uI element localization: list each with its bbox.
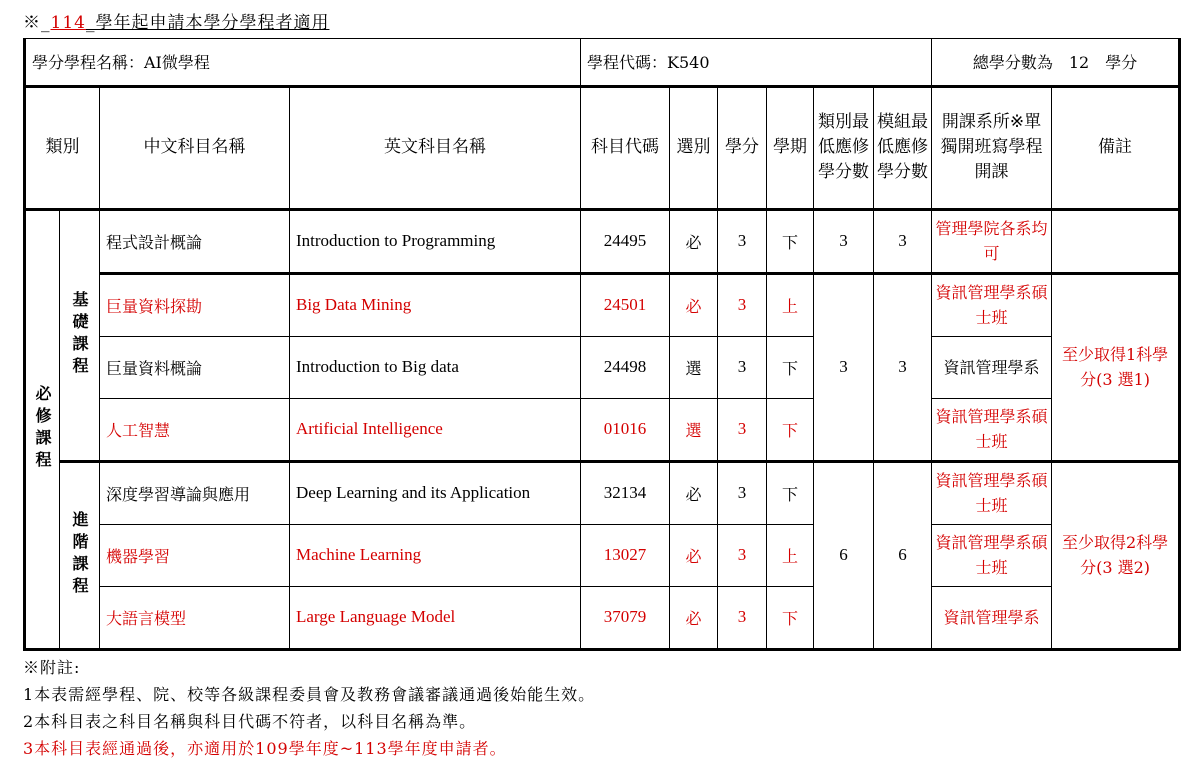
course-req: 選 [670,398,718,461]
note-2: 2本科目表之科目名稱與科目代碼不符者，以科目名稱為準。 [23,712,477,731]
course-zh: 巨量資料概論 [100,336,290,398]
note-3: 3本科目表經通過後，亦適用於109學年度~113學年度申請者。 [23,739,507,758]
course-credit: 3 [718,336,767,398]
course-dept: 資訊管理學系碩士班 [932,524,1052,586]
course-term: 下 [767,336,814,398]
basic-remark: 至少取得1科學分(3 選1) [1052,273,1180,461]
course-code: 24501 [581,273,670,336]
course-dept: 資訊管理學系碩士班 [932,273,1052,336]
course-req: 必 [670,461,718,524]
header-dept: 開課系所※單獨開班寫學程開課 [932,86,1052,209]
header-term: 學期 [767,86,814,209]
basic-mod-min: 3 [874,273,932,461]
advanced-remark: 至少取得2科學分(3 選2) [1052,461,1180,649]
course-term: 下 [767,209,814,273]
course-req: 必 [670,209,718,273]
header-mod-min: 模組最低應修學分數 [874,86,932,209]
course-en: Introduction to Big data [290,336,581,398]
course-en: Machine Learning [290,524,581,586]
course-req: 選 [670,336,718,398]
header-cat-min: 類別最低應修學分數 [814,86,874,209]
course-zh: 程式設計概論 [100,209,290,273]
course-code: 01016 [581,398,670,461]
course-term: 下 [767,461,814,524]
notes [23,654,595,762]
page-title: ※_114_學年起申請本學分學程者適用 [23,13,330,33]
course-code: 32134 [581,461,670,524]
group-advanced: 進階課程 [60,461,100,649]
course-zh: 深度學習導論與應用 [100,461,290,524]
course-term: 上 [767,273,814,336]
course-en: Big Data Mining [290,273,581,336]
course-req: 必 [670,524,718,586]
course-req: 必 [670,273,718,336]
course-en: Large Language Model [290,586,581,649]
course-credit: 3 [718,586,767,649]
course-dept: 資訊管理學系 [932,336,1052,398]
course-term: 上 [767,524,814,586]
course-dept: 資訊管理學系碩士班 [932,398,1052,461]
header-zh-name: 中文科目名稱 [100,86,290,209]
adv-cat-min: 6 [814,461,874,649]
course-req: 必 [670,586,718,649]
program-code: 學程代碼：K540 [581,39,932,87]
course-dept: 管理學院各系均可 [932,209,1052,273]
header-code: 科目代碼 [581,86,670,209]
course-en: Deep Learning and its Application [290,461,581,524]
program-name: 學分學程名稱：AI微學程 [25,39,581,87]
course-table [23,38,1181,651]
course-code: 24498 [581,336,670,398]
row1-mod-min: 3 [874,209,932,273]
header-remark: 備註 [1052,86,1180,209]
row1-cat-min: 3 [814,209,874,273]
total-credits: 總學分數為 12 學分 [932,39,1180,87]
course-code: 37079 [581,586,670,649]
course-zh: 巨量資料探勘 [100,273,290,336]
note-1: 1本表需經學程、院、校等各級課程委員會及教務會議審議通過後始能生效。 [23,685,596,704]
group-basic: 基礎課程 [60,209,100,461]
course-zh: 機器學習 [100,524,290,586]
course-credit: 3 [718,524,767,586]
course-credit: 3 [718,461,767,524]
group-required: 必修課程 [25,209,60,649]
course-term: 下 [767,398,814,461]
course-code: 24495 [581,209,670,273]
course-credit: 3 [718,209,767,273]
course-zh: 大語言模型 [100,586,290,649]
header-category: 類別 [25,86,100,209]
basic-cat-min: 3 [814,273,874,461]
header-credit: 學分 [718,86,767,209]
course-code: 13027 [581,524,670,586]
course-en: Artificial Intelligence [290,398,581,461]
adv-mod-min: 6 [874,461,932,649]
course-dept: 資訊管理學系碩士班 [932,461,1052,524]
header-en-name: 英文科目名稱 [290,86,581,209]
course-en: Introduction to Programming [290,209,581,273]
row1-remark [1052,209,1180,273]
course-term: 下 [767,586,814,649]
course-credit: 3 [718,273,767,336]
header-req: 選別 [670,86,718,209]
course-dept: 資訊管理學系 [932,586,1052,649]
notes-heading: ※附註: [23,658,81,677]
course-credit: 3 [718,398,767,461]
course-zh: 人工智慧 [100,398,290,461]
